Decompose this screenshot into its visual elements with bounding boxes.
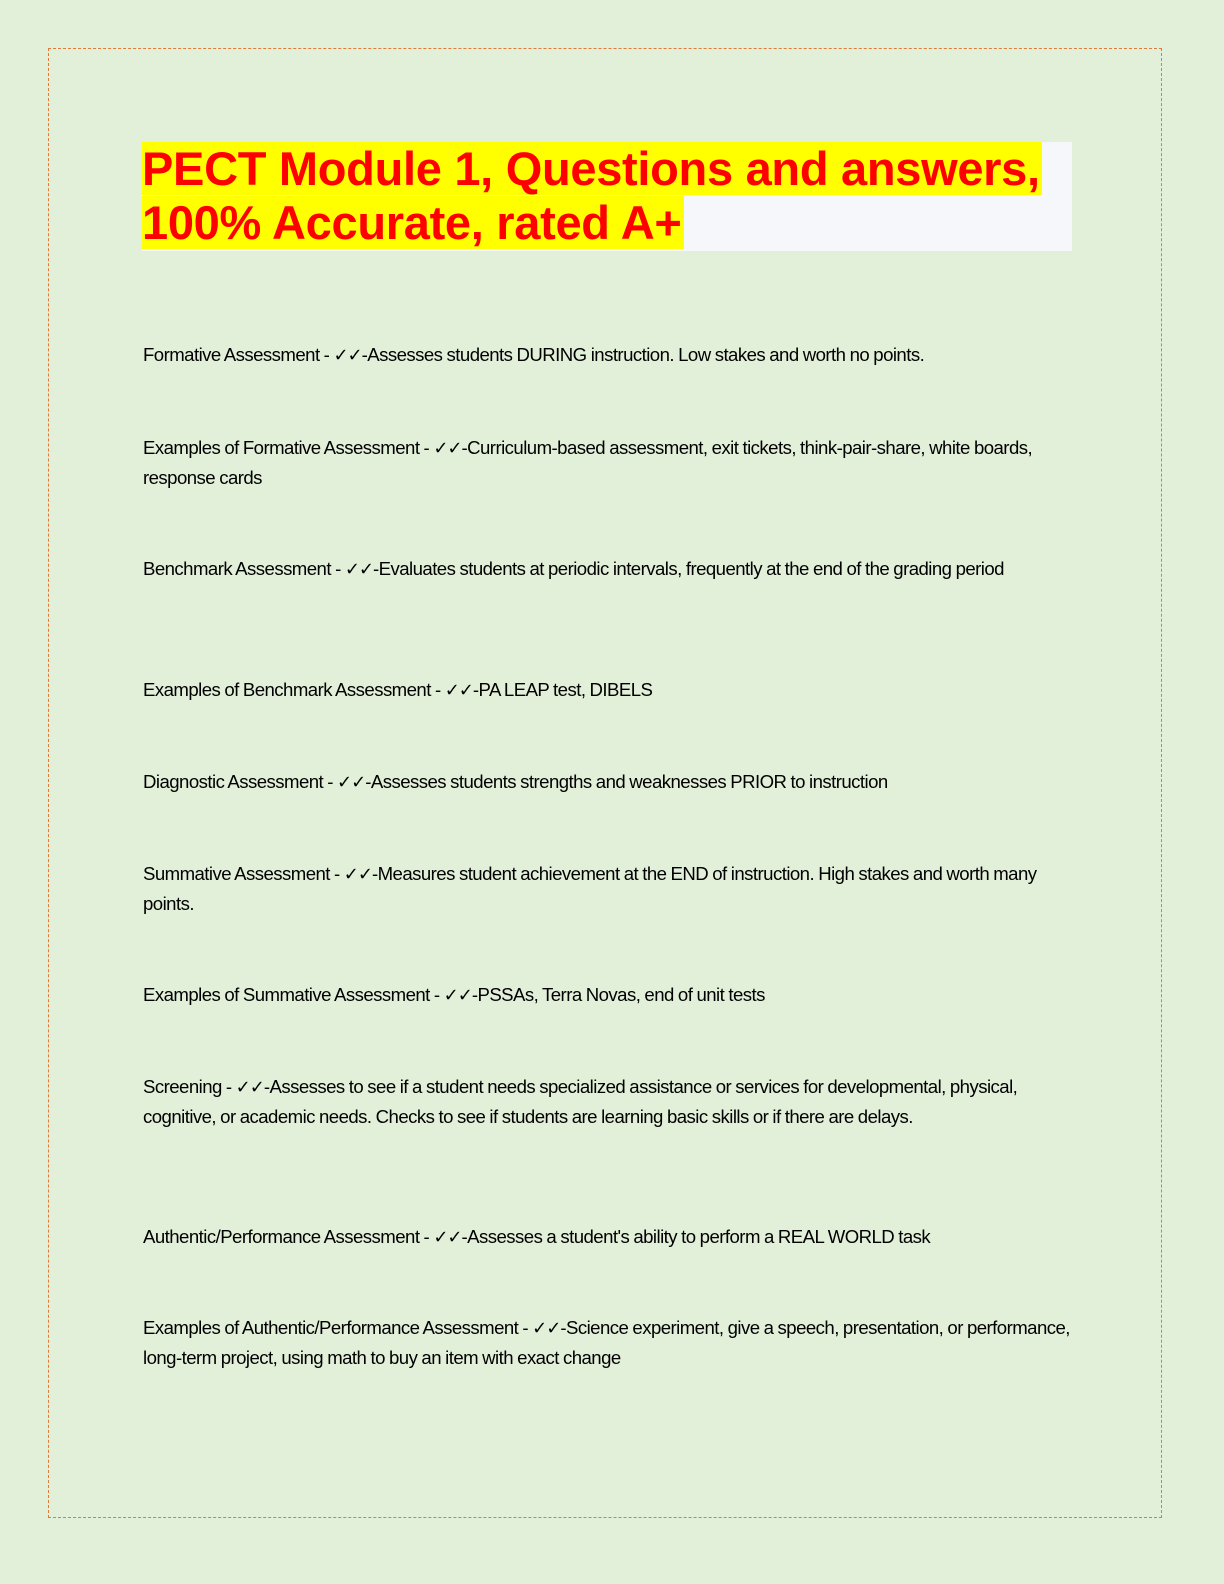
double-check-icon: ✓✓ xyxy=(235,1077,264,1098)
term: Diagnostic Assessment - xyxy=(143,771,338,792)
qa-entry-screening xyxy=(143,1072,1073,1131)
document-title xyxy=(142,142,1072,250)
term: Examples of Summative Assessment - xyxy=(143,984,444,1005)
answer: -Evaluates students at periodic intervals, frequently at the end of the grading period xyxy=(373,558,1004,579)
term: Benchmark Assessment - xyxy=(143,558,345,579)
title-line-2: 100% Accurate, rated A+ xyxy=(142,196,682,249)
double-check-icon: ✓✓ xyxy=(444,680,473,701)
double-check-icon: ✓✓ xyxy=(433,438,462,459)
qa-entry-authentic-examples xyxy=(143,1313,1073,1372)
answer: -PA LEAP test, DIBELS xyxy=(472,679,653,700)
qa-entry-diagnostic xyxy=(143,767,1073,797)
double-check-icon: ✓✓ xyxy=(333,345,362,366)
double-check-icon: ✓✓ xyxy=(433,1227,462,1248)
qa-entry-formative-examples xyxy=(143,433,1073,492)
answer: -Assesses students strengths and weaknesses PRIOR to instruction xyxy=(365,771,888,792)
term: Authentic/Performance Assessment - xyxy=(143,1226,434,1247)
double-check-icon: ✓✓ xyxy=(344,559,373,580)
double-check-icon: ✓✓ xyxy=(532,1318,561,1339)
qa-entry-benchmark xyxy=(143,554,1073,584)
answer: -PSSAs, Terra Novas, end of unit tests xyxy=(471,984,765,1005)
term: Examples of Formative Assessment - xyxy=(143,437,434,458)
qa-entry-formative xyxy=(143,340,1073,370)
term: Summative Assessment - xyxy=(143,863,344,884)
term: Examples of Authentic/Performance Assessment - xyxy=(143,1317,533,1338)
qa-entry-summative-examples xyxy=(143,980,1073,1010)
answer: -Curriculum-based assessment, exit tickets, think-pair-share, white boards, response cards xyxy=(143,437,1033,488)
double-check-icon: ✓✓ xyxy=(337,772,366,793)
answer: -Science experiment, give a speech, presentation, or performance, long-term project, using math to buy an item with exact change xyxy=(143,1317,1070,1368)
double-check-icon: ✓✓ xyxy=(343,864,372,885)
term: Formative Assessment - xyxy=(143,344,334,365)
term: Examples of Benchmark Assessment - xyxy=(143,679,445,700)
double-check-icon: ✓✓ xyxy=(443,985,472,1006)
answer: -Measures student achievement at the END of instruction. High stakes and worth many points. xyxy=(143,863,1037,914)
qa-entry-benchmark-examples xyxy=(143,675,1073,705)
answer: -Assesses to see if a student needs specialized assistance or services for developmental, physical, cognitive, or academic needs. Checks to see if students are learning basic skills or if there are delays. xyxy=(143,1076,1018,1127)
answer: -Assesses a student's ability to perform a REAL WORLD task xyxy=(461,1226,931,1247)
title-line-1: PECT Module 1, Questions and answers, xyxy=(142,142,1040,195)
qa-entry-summative xyxy=(143,859,1073,918)
answer: -Assesses students DURING instruction. Low stakes and worth no points. xyxy=(361,344,925,365)
term: Screening - xyxy=(143,1076,236,1097)
qa-entry-authentic xyxy=(143,1222,1073,1252)
